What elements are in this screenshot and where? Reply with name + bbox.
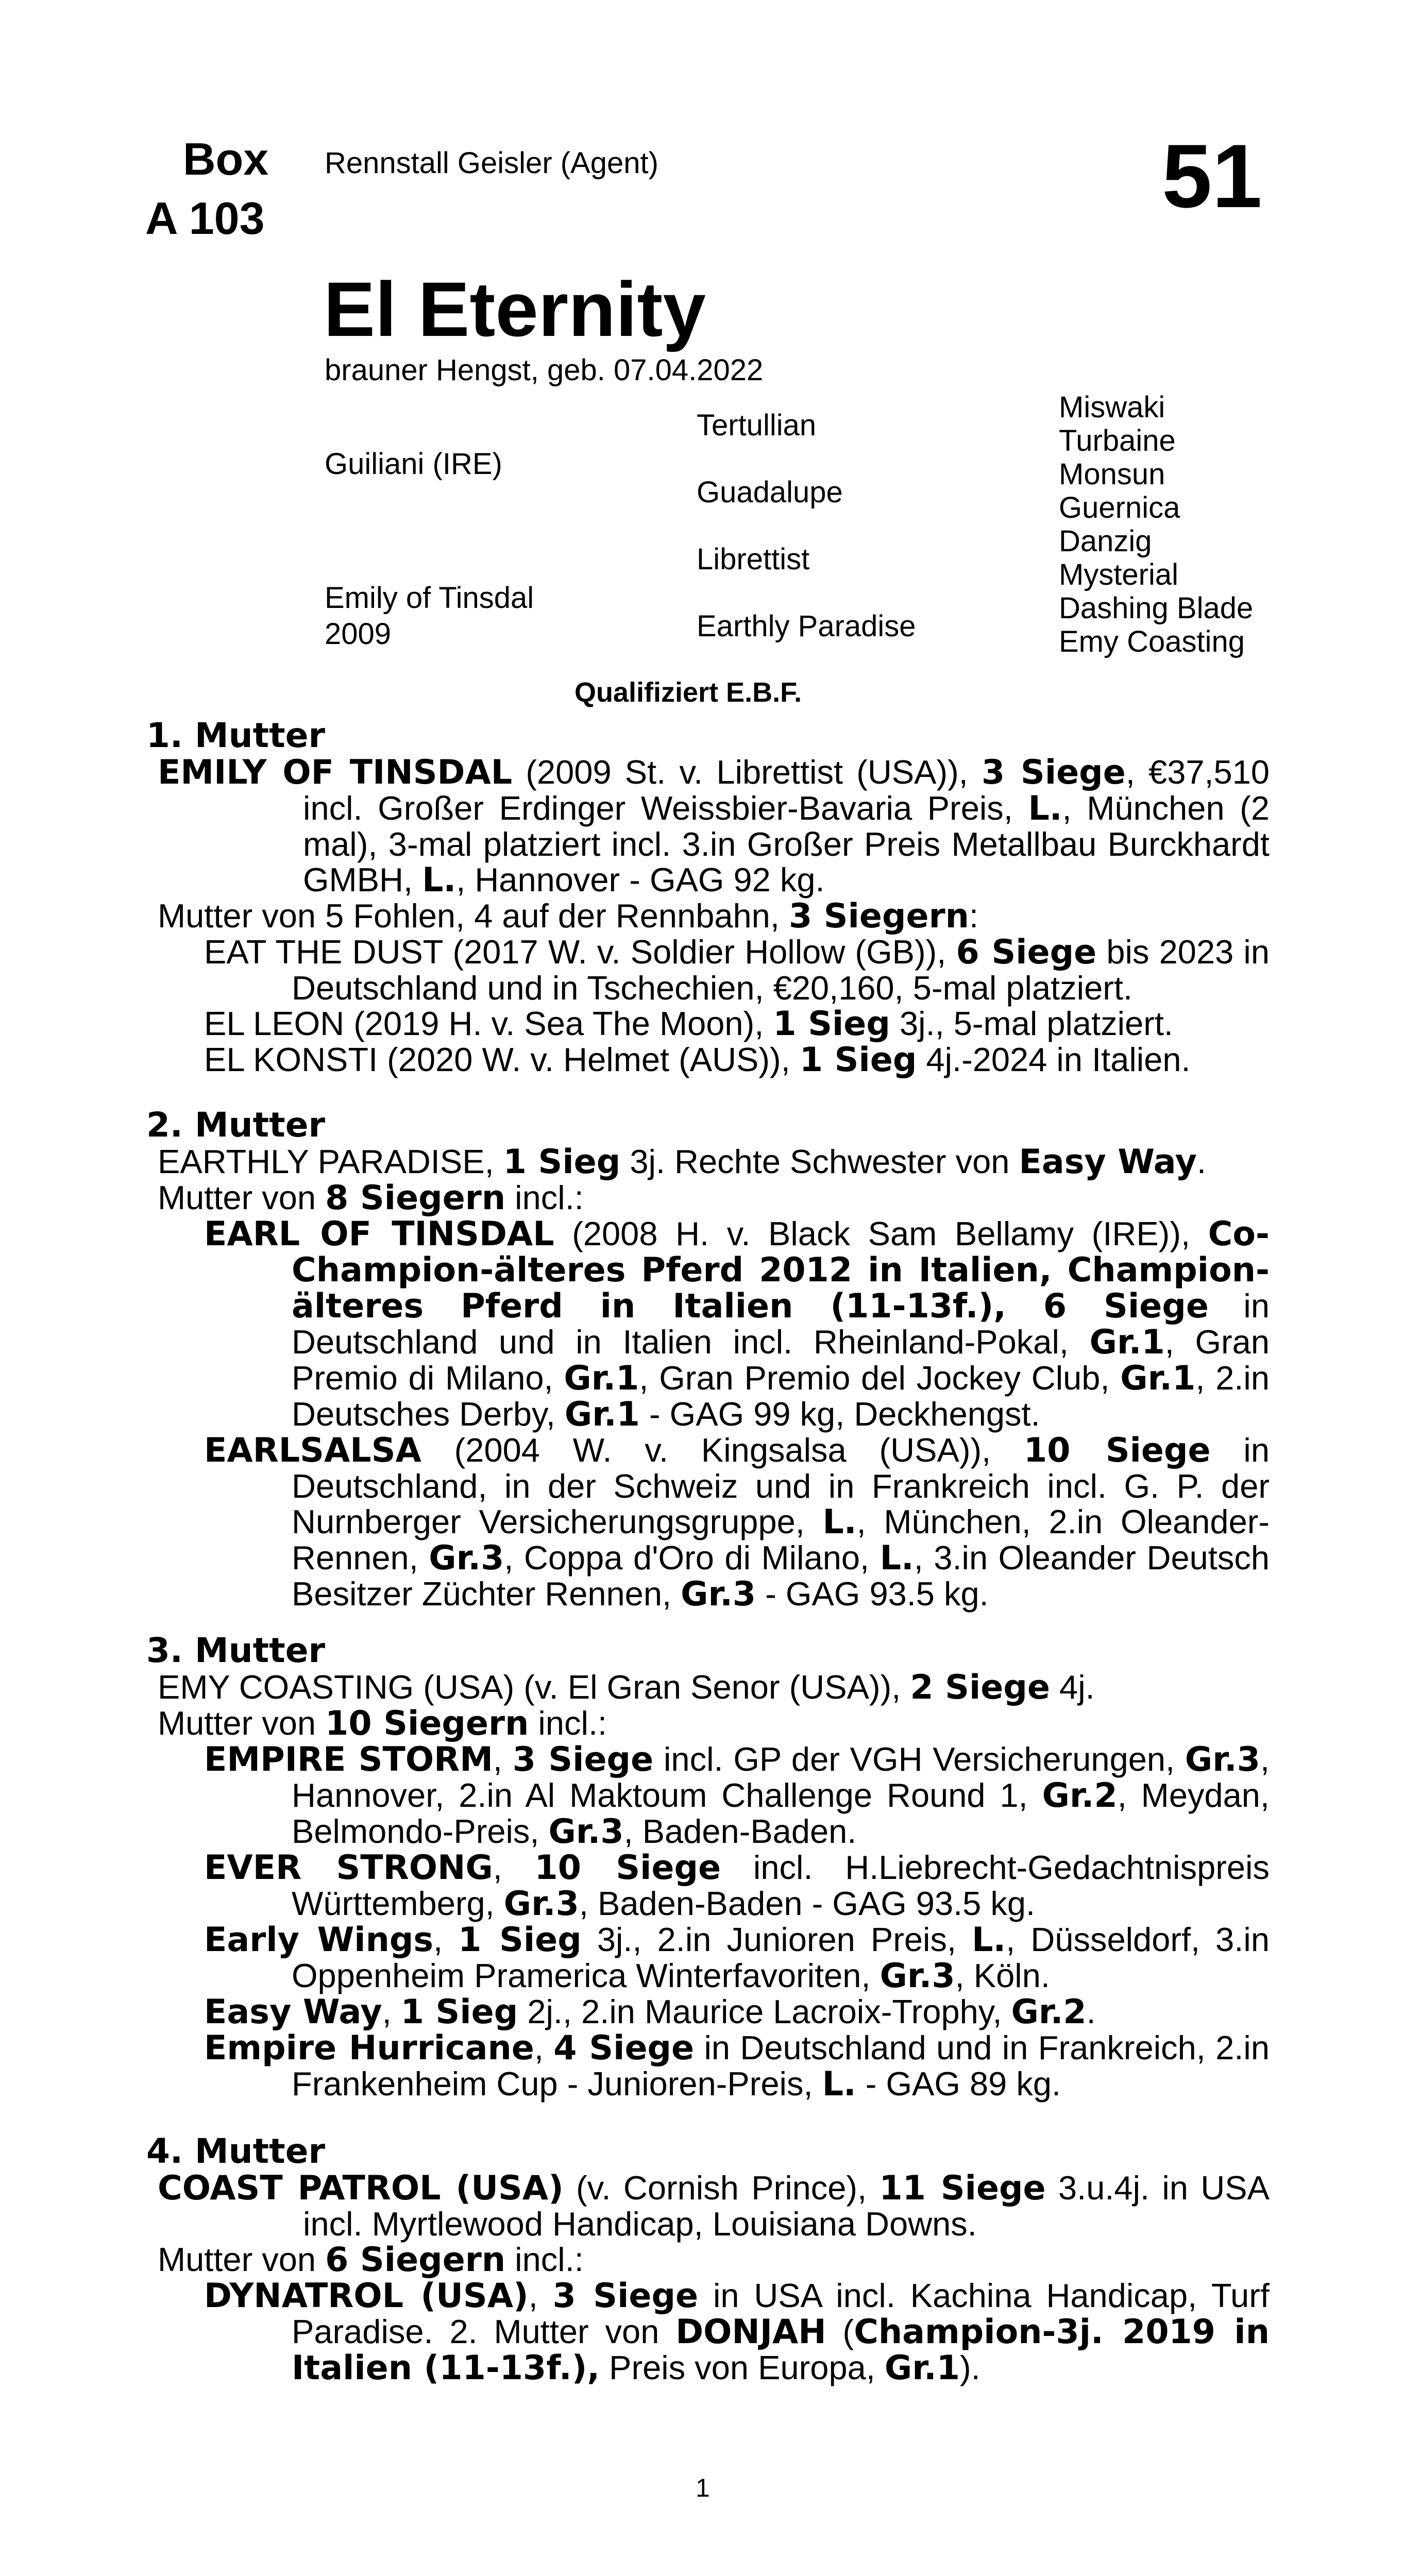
page-number: 1 xyxy=(696,2473,710,2502)
offspring-entry: DYNATROL (USA), 3 Siege in USA incl. Kachina Handicap, Turf Paradise. 2. Mutter von DONJAH (Champion-3j. 2019 in Italien (11-13f.), Preis von Europa, Gr.1). xyxy=(204,2277,1270,2387)
qualification: Qualifiziert E.B.F. xyxy=(574,677,802,708)
section-title: 1. Mutter xyxy=(146,716,326,755)
pedigree-sire-dam: Guadalupe xyxy=(697,476,843,509)
pedigree-g3-4: Guernica xyxy=(1059,491,1180,524)
produce-summary: Mutter von 5 Fohlen, 4 auf der Rennbahn, 3 Siegern: xyxy=(158,897,978,936)
section-first-dam xyxy=(146,717,1270,1078)
section-fourth-dam xyxy=(146,2133,1270,2386)
pedigree-g3-8: Emy Coasting xyxy=(1059,625,1245,658)
section-second-dam xyxy=(146,1107,1270,1612)
produce-summary: Mutter von 6 Siegern incl.: xyxy=(158,2241,584,2279)
dam-entry: EMY COASTING (USA) (v. El Gran Senor (USA)), 2 Siege 4j. xyxy=(158,1668,1095,1707)
dam-entry: EMILY OF TINSDAL (2009 St. v. Librettist (USA)), 3 Siege, €37,510 incl. Großer Erdinger Weissbier-Bavaria Preis, L., München (2 mal), 3-mal platziert incl. 3.in Großer Preis Metallbau Burckhardt GMBH, L., Hannover - GAG 92 kg. xyxy=(158,753,1270,900)
section-third-dam xyxy=(146,1632,1270,2102)
consignor: Rennstall Geisler (Agent) xyxy=(325,146,658,180)
pedigree-dam-year: 2009 xyxy=(325,617,392,651)
pedigree-g3-7: Dashing Blade xyxy=(1059,591,1254,625)
horse-description: brauner Hengst, geb. 07.04.2022 xyxy=(325,353,764,387)
horse-name: El Eternity xyxy=(324,266,706,352)
offspring-entry: EL LEON (2019 H. v. Sea The Moon), 1 Sieg 3j., 5-mal platziert. xyxy=(204,1005,1173,1043)
offspring-entry: EARL OF TINSDAL (2008 H. v. Black Sam Bellamy (IRE)), Co-Champion-älteres Pferd 2012 in Italien, Champion-älteres Pferd in Italien (11-13f.), 6 Siege in Deutschland und in Italien incl. Rheinland-Pokal, Gr.1, Gran Premio di Milano, Gr.1, Gran Premio del Jockey Club, Gr.1, 2.in Deutsches Derby, Gr.1 - GAG 99 kg, Deckhengst. xyxy=(204,1215,1270,1434)
lot-number: 51 xyxy=(1162,126,1262,227)
offspring-entry: EAT THE DUST (2017 W. v. Soldier Hollow (GB)), 6 Siege bis 2023 in Deutschland und in Tschechien, €20,160, 5-mal platziert. xyxy=(204,933,1270,1007)
section-title: 2. Mutter xyxy=(146,1105,326,1145)
pedigree-dam-dam: Earthly Paradise xyxy=(697,609,916,643)
offspring-entry: EARLSALSA (2004 W. v. Kingsalsa (USA)), 10 Siege in Deutschland, in der Schweiz und in Frankreich incl. G. P. der Nurnberger Versicherungsgruppe, L., München, 2.in Oleander-Rennen, Gr.3, Coppa d'Oro di Milano, L., 3.in Oleander Deutsch Besitzer Züchter Rennen, Gr.3 - GAG 93.5 kg. xyxy=(204,1431,1270,1614)
section-title: 4. Mutter xyxy=(146,2131,326,2171)
box-label: Box xyxy=(183,133,269,184)
offspring-entry: EL KONSTI (2020 W. v. Helmet (AUS)), 1 Sieg 4j.-2024 in Italien. xyxy=(204,1041,1191,1079)
pedigree-g3-6: Mysterial xyxy=(1059,558,1179,591)
section-title: 3. Mutter xyxy=(146,1631,326,1670)
offspring-entry: EVER STRONG, 10 Siege incl. H.Liebrecht-Gedachtnispreis Württemberg, Gr.3, Baden-Baden - GAG 93.5 kg. xyxy=(204,1849,1270,1923)
offspring-entry: Early Wings, 1 Sieg 3j., 2.in Junioren Preis, L., Düsseldorf, 3.in Oppenheim Pramerica Winterfavoriten, Gr.3, Köln. xyxy=(204,1921,1270,1995)
offspring-entry: Empire Hurricane, 4 Siege in Deutschland und in Frankreich, 2.in Frankenheim Cup - Junioren-Preis, L. - GAG 89 kg. xyxy=(204,2029,1270,2104)
pedigree-g3-5: Danzig xyxy=(1059,524,1152,558)
pedigree-dam: Emily of Tinsdal xyxy=(325,581,534,615)
pedigree-g3-1: Miswaki xyxy=(1059,391,1165,424)
pedigree-sire-sire: Tertullian xyxy=(697,409,817,442)
box-number: A 103 xyxy=(145,193,265,244)
produce-summary: Mutter von 10 Siegern incl.: xyxy=(158,1704,607,1743)
dam-entry: COAST PATROL (USA) (v. Cornish Prince), 11 Siege 3.u.4j. in USA incl. Myrtlewood Handicap, Louisiana Downs. xyxy=(158,2169,1270,2243)
pedigree-sire: Guiliani (IRE) xyxy=(325,447,502,481)
produce-summary: Mutter von 8 Siegern incl.: xyxy=(158,1179,584,1217)
pedigree-dam-sire: Librettist xyxy=(697,543,810,576)
pedigree-g3-2: Turbaine xyxy=(1059,424,1176,457)
dam-name: EMILY OF TINSDAL xyxy=(158,753,513,792)
pedigree-g3-3: Monsun xyxy=(1059,457,1165,491)
offspring-entry: EMPIRE STORM, 3 Siege incl. GP der VGH Versicherungen, Gr.3, Hannover, 2.in Al Maktoum Challenge Round 1, Gr.2, Meydan, Belmondo-Preis, Gr.3, Baden-Baden. xyxy=(204,1740,1270,1851)
dam-entry: EARTHLY PARADISE, 1 Sieg 3j. Rechte Schwester von Easy Way. xyxy=(158,1143,1207,1181)
offspring-entry: Easy Way, 1 Sieg 2j., 2.in Maurice Lacroix-Trophy, Gr.2. xyxy=(204,1993,1096,2031)
